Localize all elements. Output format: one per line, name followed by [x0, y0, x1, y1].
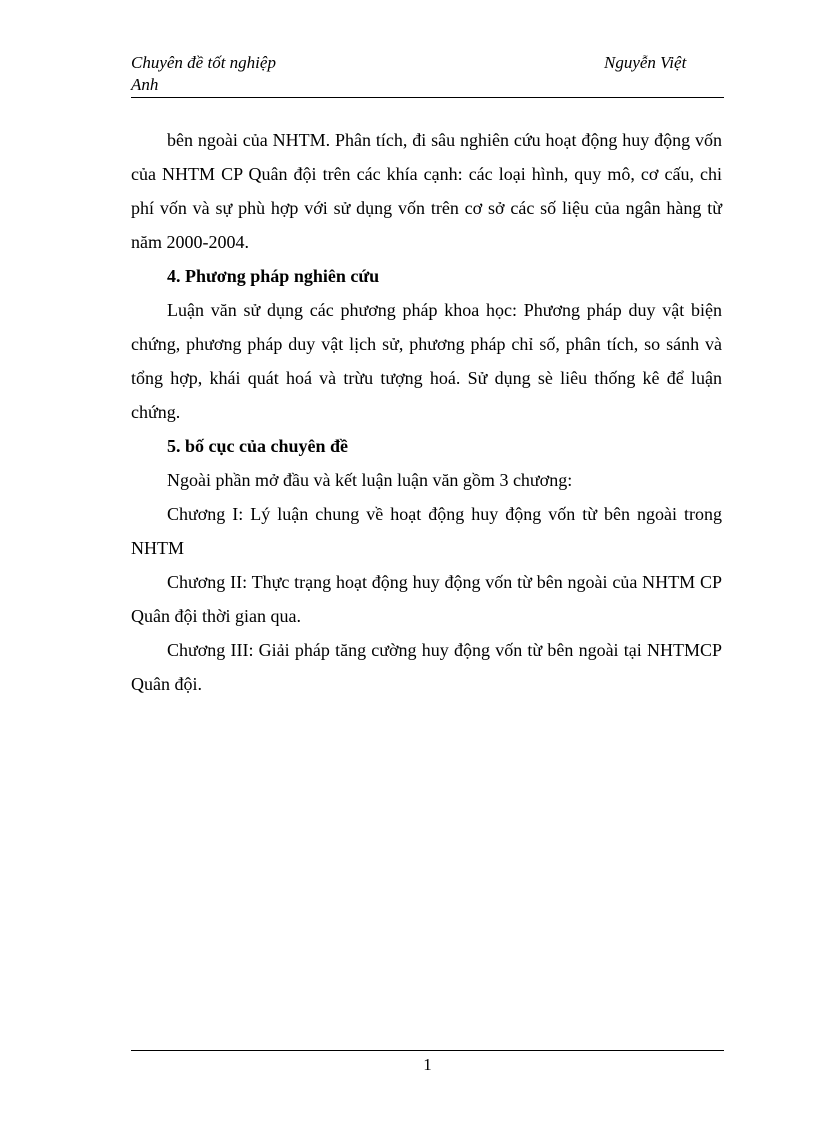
paragraph-structure-intro: Ngoài phần mở đầu và kết luận luận văn gồm 3 chương:	[167, 470, 573, 490]
header-left	[131, 52, 371, 96]
heading-structure: 5. bố cục của chuyên đề	[167, 436, 349, 456]
footer-divider	[131, 1050, 724, 1051]
paragraph-chapter-3: Chương III: Giải pháp tăng cường huy động vốn từ bên ngoài tại NHTMCP Quân đội.	[131, 640, 722, 694]
page-header	[131, 52, 724, 98]
page-number: 1	[423, 1055, 432, 1074]
paragraph-chapter-1: Chương I: Lý luận chung về hoạt động huy động vốn từ bên ngoài trong NHTM	[131, 504, 722, 558]
paragraph-methods: Luận văn sử dụng các phương pháp khoa học: Phương pháp duy vật biện chứng, phương pháp duy vật lịch sử, phương pháp chỉ số, phân tích, so sánh và tổng hợp, khái quát hoá và trừu tượng hoá. Sử dụng sè liêu thống kê để luận chứng.	[131, 300, 722, 422]
paragraph-chapter-2: Chương II: Thực trạng hoạt động huy động vốn từ bên ngoài của NHTM CP Quân đội thời gian qua.	[131, 572, 722, 626]
heading-methods: 4. Phương pháp nghiên cứu	[167, 266, 380, 286]
header-author: Nguyễn Việt	[604, 53, 687, 72]
header-title-continued: Anh	[131, 75, 159, 94]
paragraph-scope: bên ngoài của NHTM. Phân tích, đi sâu nghiên cứu hoạt động huy động vốn của NHTM CP Quân đội trên các khía cạnh: các loại hình, quy mô, cơ cấu, chi phí vốn và sự phù hợp với sử dụng vốn trên cơ sở các số liệu của ngân hàng từ năm 2000-2004.	[131, 130, 722, 252]
page-body	[131, 123, 722, 701]
header-title: Chuyên đề tốt nghiệp	[131, 53, 276, 72]
header-divider	[131, 97, 724, 98]
